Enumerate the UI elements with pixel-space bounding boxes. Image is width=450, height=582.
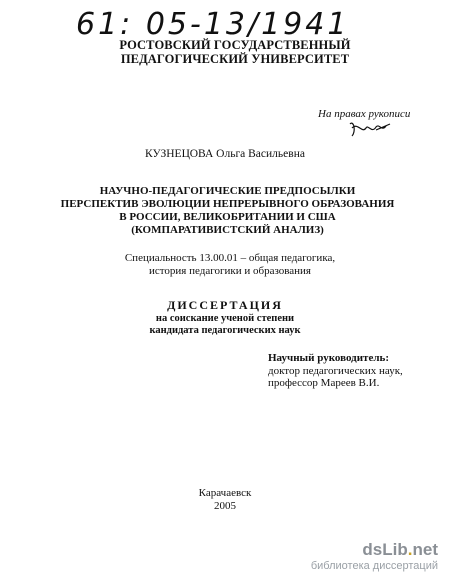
- city: Карачаевск: [198, 487, 252, 499]
- dslib-watermark[interactable]: [311, 541, 438, 572]
- watermark-logo-dot: .: [407, 540, 413, 559]
- supervisor-label: Научный руководитель:: [268, 352, 389, 364]
- supervisor-line-2: профессор Мареев В.И.: [268, 377, 380, 389]
- specialty-line-1: Специальность 13.00.01 – общая педагогика,: [124, 252, 336, 264]
- watermark-logo: [311, 541, 438, 559]
- rights-label: На правах рукописи: [318, 108, 411, 120]
- document-type: ДИССЕРТАЦИЯ: [167, 298, 283, 312]
- degree-purpose-line-1: на соискание ученой степени: [155, 313, 295, 324]
- specialty: [100, 252, 360, 278]
- watermark-logo-tld: net: [412, 540, 438, 559]
- signature-mark: [346, 118, 394, 140]
- author-name: КУЗНЕЦОВА Ольга Васильевна: [145, 148, 305, 160]
- degree-purpose: [100, 313, 350, 337]
- dissertation-title: НАУЧНО-ПЕДАГОГИЧЕСКИЕ ПРЕДПОСЫЛКИ ПЕРСПЕКТИВ ЭВОЛЮЦИИ НЕПРЕРЫВНОГО ОБРАЗОВАНИЯ В РОССИИ, ВЕЛИКОБРИТАНИИ И США (КОМПАРАТИВИСТСКИЙ АНАЛИЗ): [60, 185, 395, 236]
- place-and-year: [0, 487, 450, 513]
- university-name: РОСТОВСКИЙ ГОСУДАРСТВЕННЫЙ ПЕДАГОГИЧЕСКИЙ УНИВЕРСИТЕТ: [119, 38, 351, 66]
- handwritten-number-text: 61: 05-13/1941: [76, 7, 350, 42]
- supervisor-block: [268, 352, 438, 390]
- year: 2005: [214, 500, 236, 512]
- watermark-logo-main: dsLib: [362, 540, 408, 559]
- degree-purpose-line-2: кандидата педагогических наук: [149, 325, 301, 336]
- watermark-subtitle: библиотека диссертаций: [310, 560, 438, 572]
- specialty-line-2: история педагогики и образования: [148, 265, 311, 277]
- supervisor-line-1: доктор педагогических наук,: [268, 364, 403, 377]
